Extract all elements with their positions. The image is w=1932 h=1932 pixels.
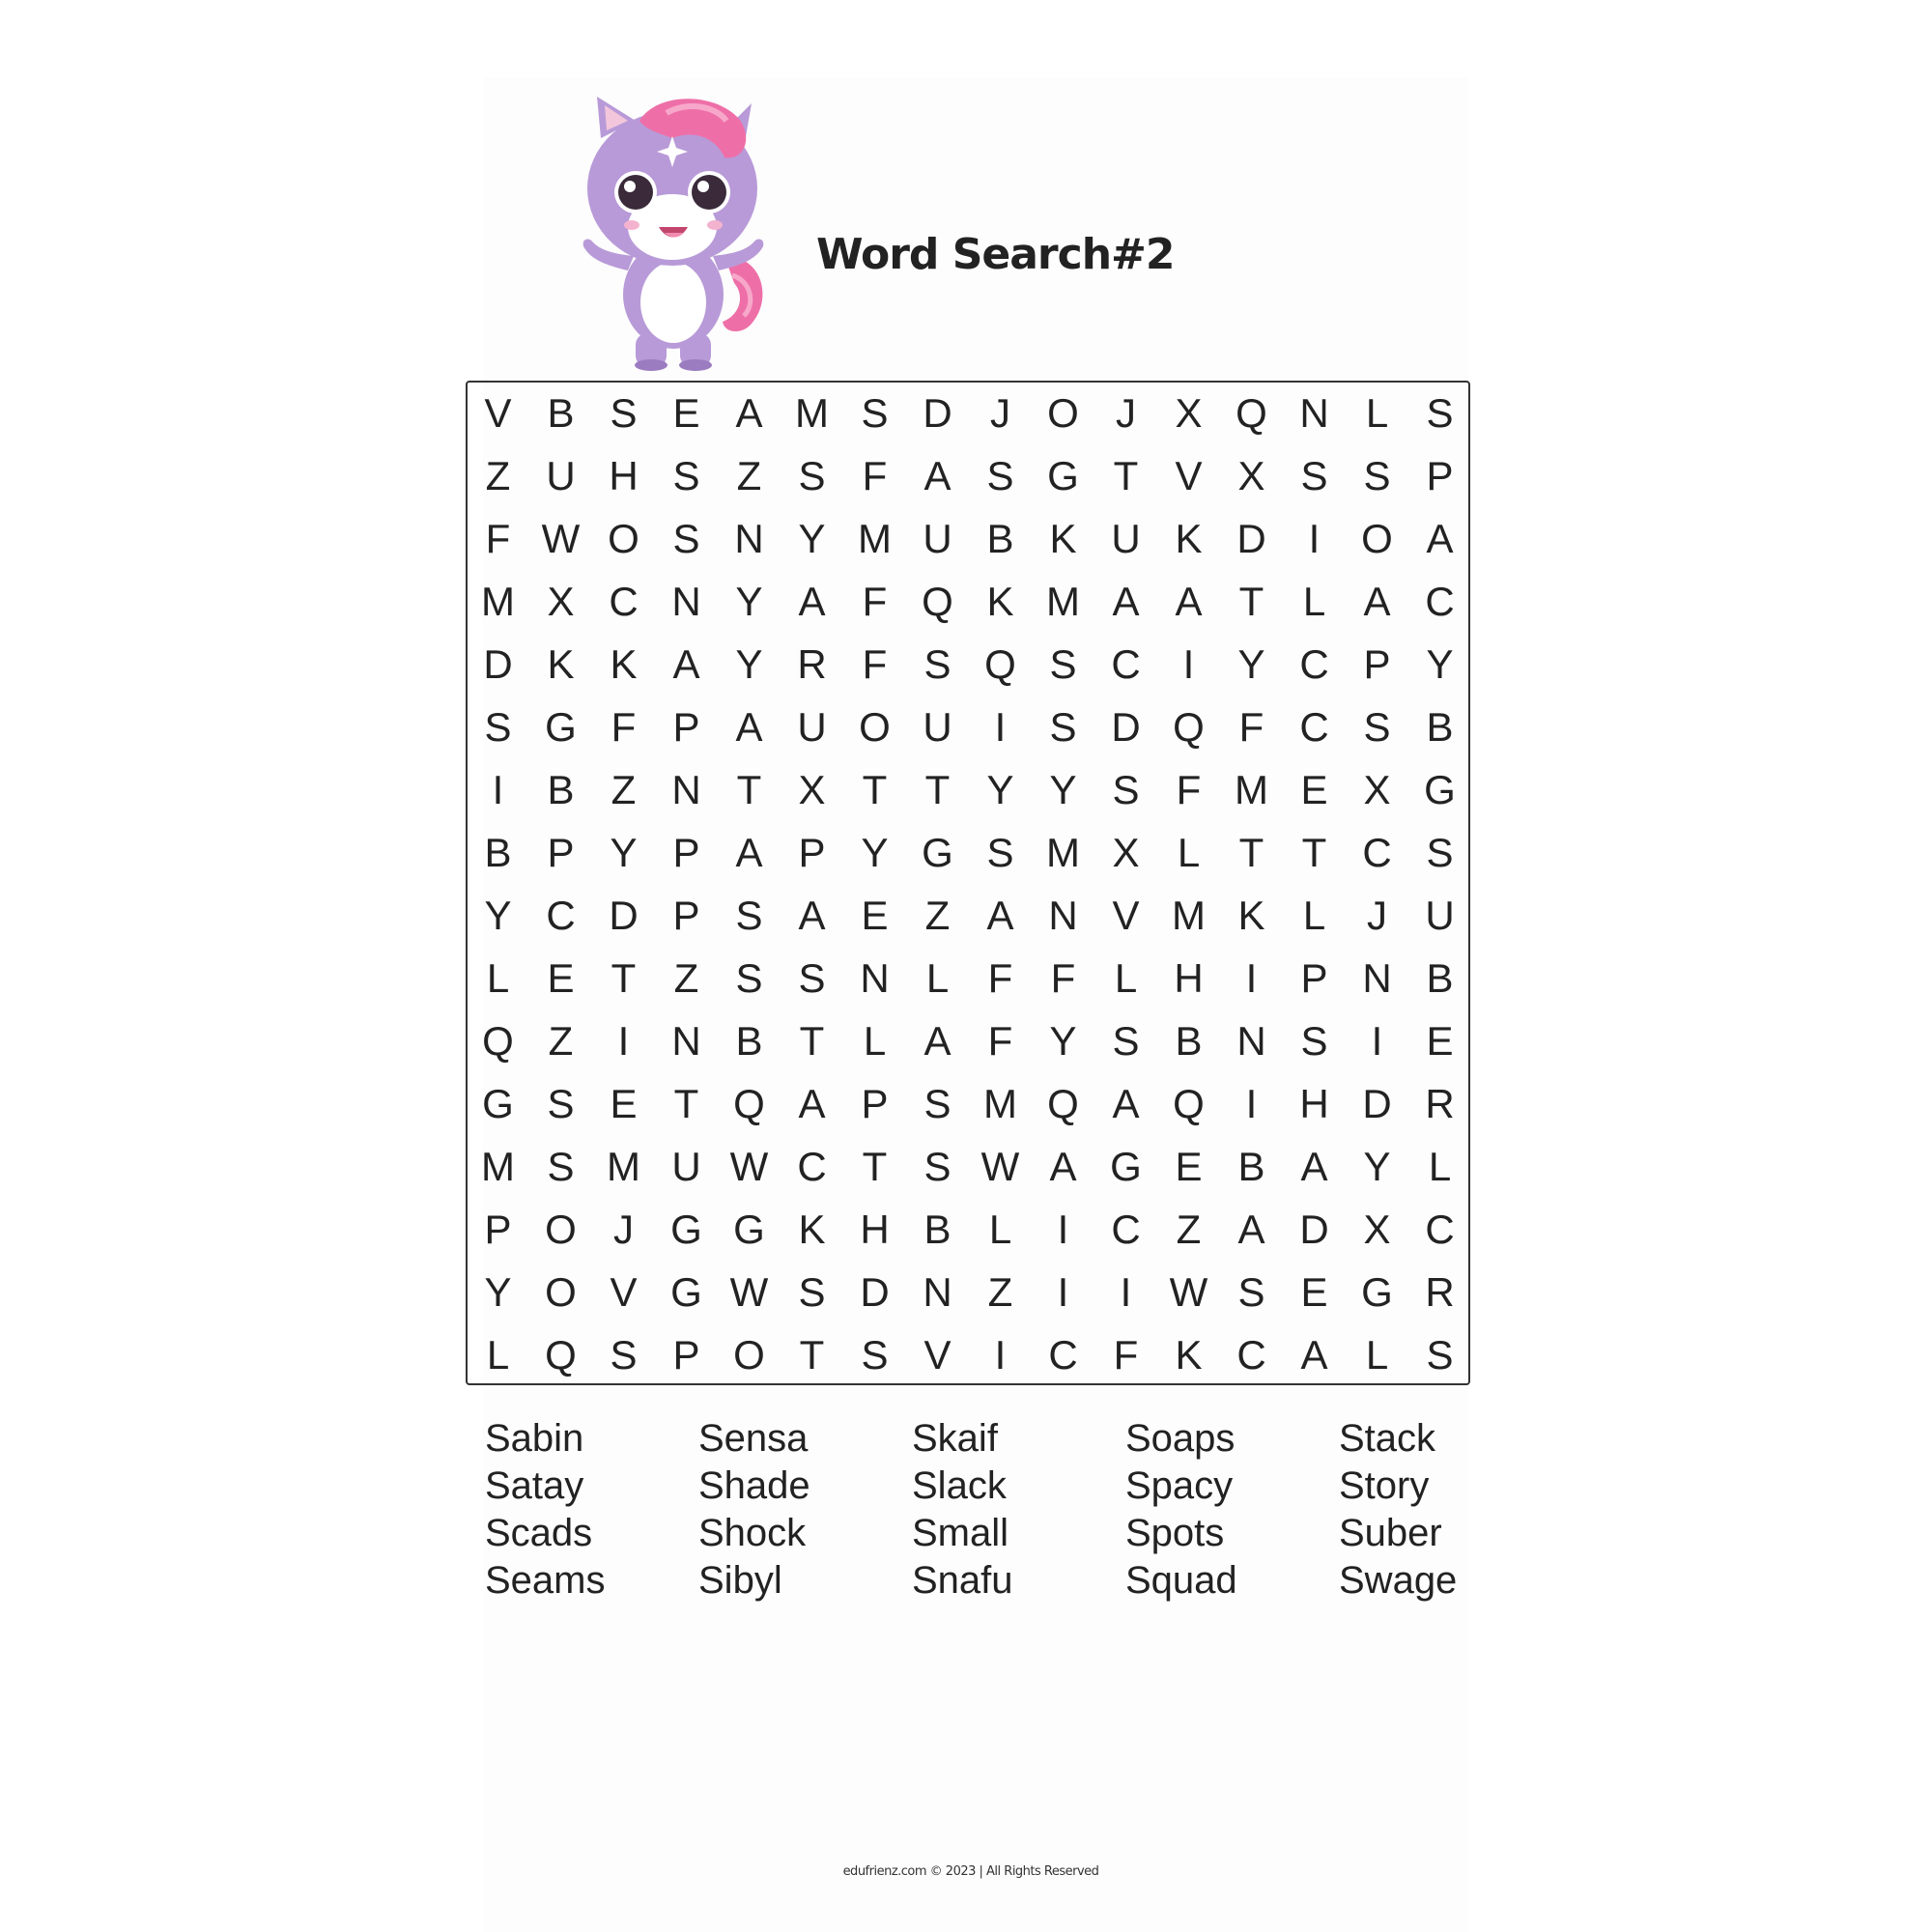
word-list-item: Small bbox=[912, 1512, 1009, 1554]
word-list-item: Spots bbox=[1125, 1512, 1225, 1554]
grid-letter[interactable]: F bbox=[1176, 766, 1202, 812]
grid-letter[interactable]: M bbox=[795, 389, 829, 436]
grid-letter[interactable]: I bbox=[1057, 1206, 1069, 1252]
copyright-footer: edufrienz.com © 2023 | All Rights Reserved bbox=[842, 1864, 1099, 1879]
grid-letter[interactable]: H bbox=[860, 1206, 890, 1252]
grid-letter[interactable]: E bbox=[861, 892, 889, 938]
grid-letter[interactable]: L bbox=[1114, 954, 1138, 1001]
grid-letter[interactable]: Z bbox=[987, 1268, 1013, 1315]
grid-letter[interactable]: S bbox=[1049, 703, 1077, 750]
grid-letter[interactable]: Y bbox=[484, 1268, 512, 1315]
grid-letter[interactable]: O bbox=[545, 1268, 577, 1315]
grid-letter[interactable]: A bbox=[1363, 578, 1391, 624]
grid-letter[interactable]: N bbox=[671, 578, 701, 624]
grid-letter[interactable]: X bbox=[798, 766, 826, 812]
grid-letter[interactable]: N bbox=[860, 954, 890, 1001]
page-title: Word Search#2 bbox=[816, 230, 1175, 279]
grid-letter[interactable]: J bbox=[990, 389, 1010, 436]
grid-letter[interactable]: S bbox=[735, 892, 763, 938]
grid-letter[interactable]: D bbox=[1236, 515, 1266, 561]
word-list bbox=[485, 1415, 1499, 1608]
grid-letter[interactable]: Y bbox=[1363, 1143, 1391, 1189]
grid-letter[interactable]: P bbox=[861, 1080, 889, 1126]
grid-letter[interactable]: A bbox=[1175, 578, 1203, 624]
grid-letter[interactable]: Y bbox=[1426, 640, 1454, 687]
grid-letter[interactable]: S bbox=[798, 954, 826, 1001]
grid-letter[interactable]: M bbox=[481, 1143, 515, 1189]
word-list-item: Skaif bbox=[912, 1417, 998, 1460]
grid-letter[interactable]: T bbox=[799, 1331, 825, 1378]
grid-letter[interactable]: E bbox=[610, 1080, 638, 1126]
word-list-item: Swage bbox=[1339, 1559, 1458, 1602]
grid-letter[interactable]: A bbox=[735, 703, 763, 750]
grid-letter[interactable]: B bbox=[1237, 1143, 1265, 1189]
grid-letter[interactable]: S bbox=[1112, 766, 1140, 812]
grid-letter[interactable]: H bbox=[1174, 954, 1204, 1001]
grid-letter[interactable]: I bbox=[1120, 1268, 1132, 1315]
grid-letter[interactable]: L bbox=[1428, 1143, 1452, 1189]
grid-letter[interactable]: U bbox=[1111, 515, 1141, 561]
grid-letter[interactable]: H bbox=[1299, 1080, 1329, 1126]
grid-letter[interactable]: J bbox=[1367, 892, 1387, 938]
word-list-item: Soaps bbox=[1125, 1417, 1236, 1460]
grid-letter[interactable]: A bbox=[735, 389, 763, 436]
grid-letter[interactable]: N bbox=[671, 766, 701, 812]
grid-letter[interactable]: S bbox=[1363, 452, 1391, 498]
grid-letter[interactable]: S bbox=[923, 1080, 952, 1126]
grid-letter[interactable]: Z bbox=[736, 452, 762, 498]
word-list-item: Squad bbox=[1125, 1559, 1237, 1602]
grid-letter[interactable]: Q bbox=[1173, 703, 1205, 750]
grid-letter[interactable]: O bbox=[1047, 389, 1079, 436]
grid-letter[interactable]: T bbox=[799, 1017, 825, 1064]
grid-letter[interactable]: Y bbox=[735, 578, 763, 624]
grid-letter[interactable]: V bbox=[610, 1268, 638, 1315]
grid-letter[interactable]: Q bbox=[922, 578, 953, 624]
grid-letter[interactable]: T bbox=[862, 1143, 888, 1189]
grid-letter[interactable]: Y bbox=[1237, 640, 1265, 687]
grid-letter[interactable]: P bbox=[547, 829, 575, 875]
grid-letter[interactable]: S bbox=[923, 640, 952, 687]
grid-letter[interactable]: B bbox=[986, 515, 1014, 561]
grid-letter[interactable]: N bbox=[734, 515, 764, 561]
grid-letter[interactable]: F bbox=[611, 703, 637, 750]
grid-letter[interactable]: V bbox=[1112, 892, 1140, 938]
grid-letter[interactable]: K bbox=[1175, 1331, 1203, 1378]
grid-letter[interactable]: C bbox=[609, 578, 639, 624]
grid-letter[interactable]: A bbox=[1112, 578, 1140, 624]
grid-letter[interactable]: D bbox=[860, 1268, 890, 1315]
grid-letter[interactable]: W bbox=[541, 515, 581, 561]
word-list-item: Spacy bbox=[1125, 1464, 1234, 1507]
grid-letter[interactable]: B bbox=[1175, 1017, 1203, 1064]
grid-letter[interactable]: U bbox=[671, 1143, 701, 1189]
grid-letter[interactable]: P bbox=[1426, 452, 1454, 498]
grid-letter[interactable]: V bbox=[923, 1331, 952, 1378]
grid-letter[interactable]: E bbox=[1175, 1143, 1203, 1189]
grid-letter[interactable]: A bbox=[735, 829, 763, 875]
grid-letter[interactable]: A bbox=[672, 640, 700, 687]
grid-letter[interactable]: B bbox=[1426, 954, 1454, 1001]
grid-letter[interactable]: K bbox=[986, 578, 1014, 624]
word-list-item: Scads bbox=[485, 1512, 593, 1554]
grid-letter[interactable]: W bbox=[729, 1143, 769, 1189]
grid-letter[interactable]: R bbox=[797, 640, 827, 687]
grid-letter[interactable]: C bbox=[1425, 1206, 1455, 1252]
grid-letter[interactable]: L bbox=[863, 1017, 887, 1064]
grid-letter[interactable]: C bbox=[1111, 1206, 1141, 1252]
grid-letter[interactable]: S bbox=[1426, 389, 1454, 436]
grid-letter[interactable]: Y bbox=[986, 766, 1014, 812]
grid-letter[interactable]: I bbox=[492, 766, 504, 812]
grid-letter[interactable]: S bbox=[672, 452, 700, 498]
grid-letter[interactable]: A bbox=[923, 1017, 952, 1064]
grid-letter[interactable]: A bbox=[1049, 1143, 1077, 1189]
grid-letter[interactable]: E bbox=[1300, 1268, 1328, 1315]
grid-letter[interactable]: F bbox=[1238, 703, 1264, 750]
word-list-item: Satay bbox=[485, 1464, 584, 1507]
grid-letter[interactable]: A bbox=[923, 452, 952, 498]
grid-letter[interactable]: G bbox=[482, 1080, 514, 1126]
grid-letter[interactable]: O bbox=[608, 515, 639, 561]
grid-letter[interactable]: M bbox=[1172, 892, 1206, 938]
grid-letter[interactable]: S bbox=[798, 1268, 826, 1315]
grid-letter[interactable]: I bbox=[617, 1017, 630, 1064]
grid-letter[interactable]: F bbox=[987, 954, 1013, 1001]
grid-letter[interactable]: G bbox=[1361, 1268, 1393, 1315]
grid-letter[interactable]: B bbox=[547, 766, 575, 812]
grid-letter[interactable]: D bbox=[923, 389, 952, 436]
grid-letter[interactable]: T bbox=[862, 766, 888, 812]
grid-letter[interactable]: A bbox=[986, 892, 1014, 938]
grid-letter[interactable]: G bbox=[733, 1206, 765, 1252]
grid-letter[interactable]: U bbox=[546, 452, 576, 498]
grid-letter[interactable]: C bbox=[1299, 640, 1329, 687]
letter-grid bbox=[467, 382, 1471, 1386]
word-list-item: Sensa bbox=[698, 1417, 809, 1460]
grid-letter[interactable]: S bbox=[610, 1331, 638, 1378]
word-list-item: Seams bbox=[485, 1559, 606, 1602]
grid-letter[interactable]: Z bbox=[485, 452, 511, 498]
grid-letter[interactable]: J bbox=[1116, 389, 1136, 436]
grid-letter[interactable]: H bbox=[609, 452, 639, 498]
grid-letter[interactable]: K bbox=[798, 1206, 826, 1252]
grid-letter[interactable]: Y bbox=[735, 640, 763, 687]
grid-letter[interactable]: N bbox=[1362, 954, 1392, 1001]
grid-letter[interactable]: L bbox=[486, 1331, 510, 1378]
grid-letter[interactable]: F bbox=[862, 578, 888, 624]
grid-letter[interactable]: U bbox=[797, 703, 827, 750]
grid-letter[interactable]: Y bbox=[1049, 766, 1077, 812]
grid-letter[interactable]: S bbox=[1426, 1331, 1454, 1378]
grid-letter[interactable]: S bbox=[1300, 1017, 1328, 1064]
grid-letter[interactable]: A bbox=[1112, 1080, 1140, 1126]
grid-letter[interactable]: E bbox=[547, 954, 575, 1001]
grid-letter[interactable]: Q bbox=[545, 1331, 577, 1378]
grid-letter[interactable]: N bbox=[923, 1268, 952, 1315]
grid-letter[interactable]: S bbox=[923, 1143, 952, 1189]
grid-letter[interactable]: I bbox=[994, 1331, 1007, 1378]
grid-letter[interactable]: G bbox=[670, 1206, 702, 1252]
grid-letter[interactable]: I bbox=[1245, 1080, 1258, 1126]
grid-letter[interactable]: D bbox=[609, 892, 639, 938]
grid-letter[interactable]: A bbox=[1426, 515, 1454, 561]
grid-letter[interactable]: G bbox=[922, 829, 953, 875]
grid-letter[interactable]: N bbox=[671, 1017, 701, 1064]
grid-letter[interactable]: T bbox=[611, 954, 637, 1001]
grid-letter[interactable]: Y bbox=[1049, 1017, 1077, 1064]
grid-letter[interactable]: S bbox=[1300, 452, 1328, 498]
grid-letter[interactable]: C bbox=[1236, 1331, 1266, 1378]
word-list-item: Snafu bbox=[912, 1559, 1013, 1602]
grid-letter[interactable]: S bbox=[986, 829, 1014, 875]
word-list-item: Story bbox=[1339, 1464, 1430, 1507]
grid-letter[interactable]: T bbox=[673, 1080, 699, 1126]
grid-letter[interactable]: G bbox=[1110, 1143, 1142, 1189]
grid-letter[interactable]: J bbox=[613, 1206, 634, 1252]
grid-letter[interactable]: Y bbox=[610, 829, 638, 875]
grid-letter[interactable]: X bbox=[1363, 1206, 1391, 1252]
grid-letter[interactable]: C bbox=[1111, 640, 1141, 687]
grid-letter[interactable]: Q bbox=[1173, 1080, 1205, 1126]
grid-letter[interactable]: F bbox=[485, 515, 511, 561]
grid-letter[interactable]: A bbox=[798, 578, 826, 624]
grid-letter[interactable]: S bbox=[484, 703, 512, 750]
grid-letter[interactable]: P bbox=[798, 829, 826, 875]
grid-letter[interactable]: L bbox=[1177, 829, 1201, 875]
grid-letter[interactable]: L bbox=[988, 1206, 1012, 1252]
grid-letter[interactable]: S bbox=[1426, 829, 1454, 875]
grid-letter[interactable]: Y bbox=[484, 892, 512, 938]
grid-letter[interactable]: U bbox=[1425, 892, 1455, 938]
grid-letter[interactable]: Y bbox=[861, 829, 889, 875]
grid-letter[interactable]: T bbox=[736, 766, 762, 812]
grid-letter[interactable]: B bbox=[484, 829, 512, 875]
grid-letter[interactable]: M bbox=[858, 515, 892, 561]
grid-letter[interactable]: W bbox=[980, 1143, 1020, 1189]
grid-letter[interactable]: R bbox=[1425, 1080, 1455, 1126]
grid-letter[interactable]: M bbox=[607, 1143, 640, 1189]
word-list-item: Shade bbox=[698, 1464, 810, 1507]
grid-letter[interactable]: T bbox=[1113, 452, 1139, 498]
grid-letter[interactable]: G bbox=[545, 703, 577, 750]
grid-letter[interactable]: X bbox=[1112, 829, 1140, 875]
grid-letter[interactable]: K bbox=[1049, 515, 1077, 561]
word-list-item: Suber bbox=[1339, 1512, 1442, 1554]
grid-letter[interactable]: S bbox=[1112, 1017, 1140, 1064]
word-list-item: Shock bbox=[698, 1512, 807, 1554]
grid-letter[interactable]: I bbox=[994, 703, 1007, 750]
grid-letter[interactable]: K bbox=[1237, 892, 1265, 938]
grid-letter[interactable]: V bbox=[1175, 452, 1203, 498]
grid-letter[interactable]: F bbox=[1050, 954, 1076, 1001]
grid-letter[interactable]: W bbox=[1169, 1268, 1208, 1315]
grid-letter[interactable]: N bbox=[1048, 892, 1078, 938]
grid-letter[interactable]: S bbox=[1049, 640, 1077, 687]
grid-letter[interactable]: A bbox=[798, 892, 826, 938]
grid-letter[interactable]: Q bbox=[1047, 1080, 1079, 1126]
grid-letter[interactable]: C bbox=[1048, 1331, 1078, 1378]
grid-letter[interactable]: M bbox=[1046, 829, 1080, 875]
grid-letter[interactable]: F bbox=[1113, 1331, 1139, 1378]
grid-letter[interactable]: Q bbox=[482, 1017, 514, 1064]
grid-letter[interactable]: G bbox=[1424, 766, 1456, 812]
grid-letter[interactable]: L bbox=[1302, 578, 1326, 624]
grid-letter[interactable]: S bbox=[735, 954, 763, 1001]
grid-letter[interactable]: O bbox=[733, 1331, 765, 1378]
grid-letter[interactable]: F bbox=[987, 1017, 1013, 1064]
grid-letter[interactable]: O bbox=[859, 703, 891, 750]
grid-letter[interactable]: P bbox=[672, 1331, 700, 1378]
grid-letter[interactable]: Z bbox=[924, 892, 951, 938]
grid-letter[interactable]: X bbox=[1237, 452, 1265, 498]
grid-letter[interactable]: L bbox=[1302, 892, 1326, 938]
grid-letter[interactable]: U bbox=[923, 515, 952, 561]
grid-letter[interactable]: S bbox=[986, 452, 1014, 498]
grid-letter[interactable]: P bbox=[484, 1206, 512, 1252]
grid-letter[interactable]: B bbox=[547, 389, 575, 436]
grid-letter[interactable]: X bbox=[1363, 766, 1391, 812]
word-list-item: Sabin bbox=[485, 1417, 584, 1460]
grid-letter[interactable]: G bbox=[670, 1268, 702, 1315]
word-list-item: Stack bbox=[1339, 1417, 1436, 1460]
grid-letter[interactable]: B bbox=[1426, 703, 1454, 750]
grid-letter[interactable]: B bbox=[735, 1017, 763, 1064]
grid-letter[interactable]: R bbox=[1425, 1268, 1455, 1315]
grid-letter[interactable]: P bbox=[1363, 640, 1391, 687]
grid-letter[interactable]: L bbox=[486, 954, 510, 1001]
word-list-item: Slack bbox=[912, 1464, 1007, 1507]
grid-letter[interactable]: P bbox=[1300, 954, 1328, 1001]
grid-letter[interactable]: C bbox=[546, 892, 576, 938]
grid-letter[interactable]: A bbox=[798, 1080, 826, 1126]
word-list-item: Sibyl bbox=[698, 1559, 782, 1602]
grid-letter[interactable]: A bbox=[1300, 1331, 1328, 1378]
grid-letter[interactable]: S bbox=[1363, 703, 1391, 750]
grid-letter[interactable]: G bbox=[1047, 452, 1079, 498]
grid-letter[interactable]: D bbox=[1111, 703, 1141, 750]
grid-letter[interactable]: L bbox=[1365, 1331, 1389, 1378]
grid-letter[interactable]: C bbox=[1299, 703, 1329, 750]
grid-letter[interactable]: Q bbox=[733, 1080, 765, 1126]
grid-letter[interactable]: N bbox=[1236, 1017, 1266, 1064]
grid-letter[interactable]: D bbox=[483, 640, 513, 687]
grid-letter[interactable]: W bbox=[729, 1268, 769, 1315]
grid-letter[interactable]: M bbox=[983, 1080, 1017, 1126]
grid-letter[interactable]: O bbox=[1361, 515, 1393, 561]
grid-letter[interactable]: S bbox=[547, 1080, 575, 1126]
grid-letter[interactable]: S bbox=[861, 389, 889, 436]
grid-letter[interactable]: C bbox=[1425, 578, 1455, 624]
grid-letter[interactable]: Z bbox=[548, 1017, 574, 1064]
grid-letter[interactable]: C bbox=[1362, 829, 1392, 875]
unicorn-mascot-icon bbox=[580, 92, 773, 372]
grid-letter[interactable]: E bbox=[1300, 766, 1328, 812]
grid-letter[interactable]: I bbox=[1371, 1017, 1383, 1064]
grid-letter[interactable]: B bbox=[923, 1206, 952, 1252]
grid-letter[interactable]: A bbox=[1300, 1143, 1328, 1189]
grid-letter[interactable]: M bbox=[1046, 578, 1080, 624]
grid-letter[interactable]: D bbox=[1362, 1080, 1392, 1126]
grid-letter[interactable]: D bbox=[1299, 1206, 1329, 1252]
grid-letter[interactable]: K bbox=[1175, 515, 1203, 561]
grid-letter[interactable]: S bbox=[798, 452, 826, 498]
grid-letter[interactable]: L bbox=[925, 954, 950, 1001]
grid-letter[interactable]: Z bbox=[611, 766, 637, 812]
grid-letter[interactable]: C bbox=[797, 1143, 827, 1189]
grid-letter[interactable]: A bbox=[1237, 1206, 1265, 1252]
grid-letter[interactable]: I bbox=[1245, 954, 1258, 1001]
grid-letter[interactable]: T bbox=[1301, 829, 1327, 875]
grid-letter[interactable]: F bbox=[862, 640, 888, 687]
grid-letter[interactable]: S bbox=[610, 389, 638, 436]
grid-letter[interactable]: Z bbox=[1176, 1206, 1202, 1252]
grid-letter[interactable]: P bbox=[672, 892, 700, 938]
grid-letter[interactable]: E bbox=[1426, 1017, 1454, 1064]
grid-letter[interactable]: I bbox=[1057, 1268, 1069, 1315]
grid-letter[interactable]: Z bbox=[673, 954, 699, 1001]
grid-letter[interactable]: U bbox=[923, 703, 952, 750]
grid-letter[interactable]: K bbox=[547, 640, 575, 687]
grid-letter[interactable]: N bbox=[1299, 389, 1329, 436]
grid-letter[interactable]: T bbox=[1238, 829, 1264, 875]
grid-letter[interactable]: S bbox=[1237, 1268, 1265, 1315]
grid-letter[interactable]: T bbox=[924, 766, 951, 812]
grid-letter[interactable]: P bbox=[672, 703, 700, 750]
grid-letter[interactable]: S bbox=[547, 1143, 575, 1189]
grid-letter[interactable]: I bbox=[1182, 640, 1195, 687]
grid-letter[interactable]: V bbox=[484, 389, 512, 436]
grid-letter[interactable]: X bbox=[1175, 389, 1203, 436]
grid-letter[interactable]: M bbox=[481, 578, 515, 624]
grid-letter[interactable]: Y bbox=[798, 515, 826, 561]
grid-letter[interactable]: Q bbox=[1236, 389, 1267, 436]
grid-letter[interactable]: L bbox=[1365, 389, 1389, 436]
grid-letter[interactable]: Q bbox=[984, 640, 1016, 687]
grid-letter[interactable]: O bbox=[545, 1206, 577, 1252]
grid-letter[interactable]: F bbox=[862, 452, 888, 498]
grid-letter[interactable]: M bbox=[1235, 766, 1268, 812]
grid-letter[interactable]: T bbox=[1238, 578, 1264, 624]
grid-letter[interactable]: P bbox=[672, 829, 700, 875]
grid-letter[interactable]: E bbox=[672, 389, 700, 436]
grid-letter[interactable]: I bbox=[1308, 515, 1321, 561]
grid-letter[interactable]: S bbox=[672, 515, 700, 561]
grid-letter[interactable]: K bbox=[610, 640, 638, 687]
grid-letter[interactable]: X bbox=[547, 578, 575, 624]
grid-letter[interactable]: S bbox=[861, 1331, 889, 1378]
